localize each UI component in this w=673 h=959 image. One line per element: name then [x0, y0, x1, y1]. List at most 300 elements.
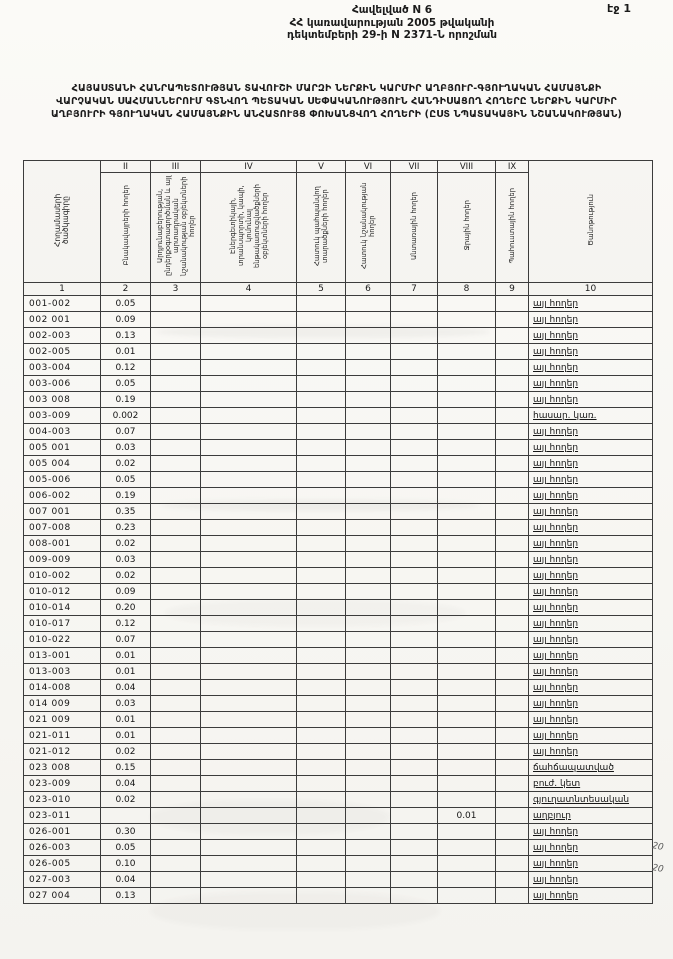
parcel-area-value: 0.05	[101, 296, 151, 312]
parcel-code: 014 009	[24, 696, 101, 712]
parcel-area-value	[346, 808, 391, 824]
parcel-area-value: 0.02	[101, 792, 151, 808]
parcel-area-value	[438, 600, 496, 616]
header-industrial-lands: Արդյունաբերության, ընդերքօգտագործման և այլ արտադրական նշանակության օբյեկտների հողեր	[151, 173, 201, 283]
parcel-area-value	[438, 584, 496, 600]
parcel-area-value	[346, 456, 391, 472]
parcel-row	[24, 792, 653, 808]
parcel-area-value	[496, 648, 529, 664]
parcel-area-value	[201, 632, 297, 648]
parcel-area-value	[438, 488, 496, 504]
parcel-area-value	[496, 296, 529, 312]
parcel-area-value	[346, 792, 391, 808]
parcel-area-value	[297, 296, 346, 312]
parcel-area-value	[346, 328, 391, 344]
roman-III: III	[151, 161, 201, 173]
parcel-area-value	[438, 648, 496, 664]
parcel-code: 021 009	[24, 712, 101, 728]
parcel-area-value	[438, 856, 496, 872]
parcel-area-value	[201, 776, 297, 792]
col-num-10: 10	[529, 283, 653, 296]
parcel-area-value	[101, 808, 151, 824]
parcel-note: այլ հողեր	[529, 328, 653, 344]
parcel-note: այլ հողեր	[529, 744, 653, 760]
parcel-note: այլ հողեր	[529, 296, 653, 312]
column-number-row	[24, 283, 653, 296]
parcel-area-value: 0.01	[101, 648, 151, 664]
parcel-area-value	[151, 456, 201, 472]
parcel-note: այլ հողեր	[529, 376, 653, 392]
parcel-area-value	[297, 872, 346, 888]
parcel-area-value	[151, 520, 201, 536]
parcel-row	[24, 504, 653, 520]
parcel-area-value	[438, 824, 496, 840]
parcel-area-value	[151, 472, 201, 488]
parcel-area-value	[201, 888, 297, 904]
parcel-row	[24, 648, 653, 664]
parcel-code: 007 001	[24, 504, 101, 520]
parcel-area-value	[438, 840, 496, 856]
parcel-row	[24, 696, 653, 712]
parcel-area-value	[496, 360, 529, 376]
parcel-area-value	[496, 840, 529, 856]
parcel-area-value	[151, 360, 201, 376]
parcel-area-value	[297, 488, 346, 504]
parcel-area-value	[496, 408, 529, 424]
parcel-note: այլ հողեր	[529, 856, 653, 872]
parcel-area-value	[496, 312, 529, 328]
parcel-code: 026-001	[24, 824, 101, 840]
parcel-area-value	[496, 488, 529, 504]
parcel-area-value	[151, 504, 201, 520]
col-num-6: 6	[346, 283, 391, 296]
parcel-note: այլ հողեր	[529, 392, 653, 408]
parcel-note: այլ հողեր	[529, 712, 653, 728]
parcel-area-value	[297, 712, 346, 728]
parcel-code: 005 004	[24, 456, 101, 472]
parcel-code: 003-004	[24, 360, 101, 376]
parcel-row	[24, 840, 653, 856]
parcel-area-value	[297, 600, 346, 616]
parcel-note: այլ հողեր	[529, 360, 653, 376]
parcel-note: ճահճապատված	[529, 760, 653, 776]
parcel-area-value	[297, 728, 346, 744]
parcel-note: այլ հողեր	[529, 600, 653, 616]
parcel-row	[24, 872, 653, 888]
parcel-note: այլ հողեր	[529, 344, 653, 360]
parcel-code: 010-002	[24, 568, 101, 584]
parcel-area-value	[201, 712, 297, 728]
parcel-area-value	[438, 664, 496, 680]
parcel-code: 014-008	[24, 680, 101, 696]
parcel-area-value: 0.04	[101, 776, 151, 792]
parcel-note: այլ հողեր	[529, 488, 653, 504]
parcel-row	[24, 856, 653, 872]
parcel-area-value	[391, 568, 438, 584]
land-parcels-table	[23, 160, 653, 904]
parcel-note: այլ հողեր	[529, 536, 653, 552]
parcel-area-value	[151, 344, 201, 360]
parcel-area-value	[346, 664, 391, 680]
parcel-code: 003 008	[24, 392, 101, 408]
parcel-area-value	[391, 744, 438, 760]
parcel-area-value	[201, 872, 297, 888]
parcel-code: 008-001	[24, 536, 101, 552]
parcel-area-value	[391, 536, 438, 552]
parcel-note: այլ հողեր	[529, 584, 653, 600]
parcel-area-value	[201, 584, 297, 600]
parcel-code: 001-002	[24, 296, 101, 312]
parcel-code: 027 004	[24, 888, 101, 904]
parcel-area-value	[438, 776, 496, 792]
parcel-area-value	[391, 776, 438, 792]
parcel-area-value	[297, 616, 346, 632]
parcel-row	[24, 568, 653, 584]
parcel-area-value	[201, 808, 297, 824]
parcel-area-value	[297, 584, 346, 600]
parcel-area-value	[201, 696, 297, 712]
parcel-area-value: 0.09	[101, 312, 151, 328]
roman-IX: IX	[496, 161, 529, 173]
parcel-area-value	[391, 840, 438, 856]
parcel-area-value	[438, 552, 496, 568]
parcel-area-value	[201, 536, 297, 552]
parcel-area-value	[391, 760, 438, 776]
parcel-area-value	[391, 344, 438, 360]
parcel-row	[24, 808, 653, 824]
parcel-area-value	[438, 616, 496, 632]
parcel-area-value	[391, 504, 438, 520]
parcel-note: այլ հողեր	[529, 504, 653, 520]
parcel-row	[24, 344, 653, 360]
parcel-note: այլ հողեր	[529, 680, 653, 696]
parcel-note: այլ հողեր	[529, 872, 653, 888]
parcel-area-value	[438, 456, 496, 472]
parcel-area-value	[346, 856, 391, 872]
parcel-area-value	[438, 792, 496, 808]
parcel-area-value	[151, 728, 201, 744]
parcel-area-value	[151, 552, 201, 568]
annex-line-3: դեկտեմբերի 29-ի N 2371-Ն որոշման	[286, 29, 498, 41]
parcel-area-value: 0.03	[101, 440, 151, 456]
parcel-area-value: 0.02	[101, 568, 151, 584]
parcel-area-value	[297, 792, 346, 808]
parcel-code: 013-003	[24, 664, 101, 680]
parcel-area-value	[438, 536, 496, 552]
parcel-area-value	[201, 616, 297, 632]
parcel-area-value	[391, 872, 438, 888]
parcel-area-value	[391, 792, 438, 808]
header-protected-areas-lands: Հատուկ պահպանվող տարածքների հողեր	[297, 173, 346, 283]
header-water-lands: Ջրային հողեր	[438, 173, 496, 283]
parcel-row	[24, 408, 653, 424]
parcel-area-value	[297, 568, 346, 584]
parcel-area-value	[496, 696, 529, 712]
parcel-area-value	[151, 712, 201, 728]
parcel-area-value	[297, 312, 346, 328]
header-parcel-code	[24, 161, 101, 283]
parcel-code: 005 001	[24, 440, 101, 456]
parcel-area-value	[496, 664, 529, 680]
parcel-area-value	[297, 520, 346, 536]
parcel-area-value	[391, 632, 438, 648]
parcel-note: այլ հողեր	[529, 520, 653, 536]
parcel-area-value	[438, 680, 496, 696]
parcel-row	[24, 552, 653, 568]
parcel-area-value	[151, 872, 201, 888]
parcel-code: 023-010	[24, 792, 101, 808]
parcel-area-value	[297, 392, 346, 408]
parcel-area-value: 0.02	[101, 536, 151, 552]
parcel-area-value	[151, 296, 201, 312]
parcel-note: այլ հողեր	[529, 696, 653, 712]
parcel-area-value	[438, 472, 496, 488]
parcel-area-value	[496, 600, 529, 616]
parcel-area-value	[201, 456, 297, 472]
parcel-area-value	[496, 552, 529, 568]
parcel-area-value	[151, 808, 201, 824]
parcel-area-value	[346, 776, 391, 792]
parcel-area-value	[391, 888, 438, 904]
parcel-area-value	[151, 392, 201, 408]
parcel-code: 023 008	[24, 760, 101, 776]
parcel-area-value	[391, 520, 438, 536]
parcel-note: այլ հողեր	[529, 440, 653, 456]
parcel-area-value	[391, 648, 438, 664]
parcel-row	[24, 728, 653, 744]
parcel-area-value	[151, 488, 201, 504]
table-body	[24, 296, 653, 904]
parcel-area-value: 0.12	[101, 360, 151, 376]
col-num-7: 7	[391, 283, 438, 296]
parcel-area-value	[391, 328, 438, 344]
parcel-area-value	[391, 440, 438, 456]
parcel-area-value	[391, 584, 438, 600]
parcel-area-value	[346, 840, 391, 856]
parcel-area-value: 0.02	[101, 456, 151, 472]
parcel-area-value: 0.09	[101, 584, 151, 600]
parcel-area-value: 0.13	[101, 888, 151, 904]
parcel-area-value	[496, 872, 529, 888]
roman-IV: IV	[201, 161, 297, 173]
parcel-area-value	[391, 296, 438, 312]
parcel-area-value: 0.13	[101, 328, 151, 344]
parcel-area-value	[151, 824, 201, 840]
parcel-row	[24, 456, 653, 472]
parcel-note: այլ հողեր	[529, 664, 653, 680]
header-forest-lands: Անտառային հողեր	[391, 173, 438, 283]
parcel-area-value	[346, 632, 391, 648]
parcel-area-value	[151, 856, 201, 872]
parcel-area-value	[201, 328, 297, 344]
parcel-area-value: 0.01	[101, 728, 151, 744]
parcel-code: 009-009	[24, 552, 101, 568]
parcel-code: 004-003	[24, 424, 101, 440]
parcel-area-value	[496, 536, 529, 552]
parcel-area-value	[297, 424, 346, 440]
parcel-area-value	[151, 408, 201, 424]
parcel-area-value	[151, 648, 201, 664]
parcel-area-value: 0.01	[101, 344, 151, 360]
parcel-row	[24, 472, 653, 488]
parcel-code: 003-009	[24, 408, 101, 424]
parcel-note: այլ հողեր	[529, 648, 653, 664]
col-num-8: 8	[438, 283, 496, 296]
parcel-code: 010-017	[24, 616, 101, 632]
parcel-area-value	[496, 680, 529, 696]
header-notes	[529, 161, 653, 283]
parcel-area-value	[496, 440, 529, 456]
parcel-note: բուժ. կետ	[529, 776, 653, 792]
parcel-note: աղբյուր	[529, 808, 653, 824]
parcel-area-value	[151, 680, 201, 696]
parcel-area-value	[391, 728, 438, 744]
parcel-area-value	[496, 792, 529, 808]
parcel-area-value	[346, 888, 391, 904]
parcel-area-value	[297, 552, 346, 568]
parcel-area-value	[201, 824, 297, 840]
col-num-4: 4	[201, 283, 297, 296]
parcel-code: 002 001	[24, 312, 101, 328]
parcel-area-value	[297, 760, 346, 776]
parcel-area-value	[297, 776, 346, 792]
parcel-area-value	[346, 760, 391, 776]
parcel-area-value	[391, 392, 438, 408]
parcel-note: այլ հողեր	[529, 456, 653, 472]
parcel-area-value	[297, 328, 346, 344]
parcel-area-value	[346, 344, 391, 360]
parcel-area-value	[496, 520, 529, 536]
parcel-area-value	[438, 520, 496, 536]
parcel-area-value: 0.002	[101, 408, 151, 424]
parcel-code: 002-005	[24, 344, 101, 360]
parcel-area-value	[346, 600, 391, 616]
parcel-row	[24, 632, 653, 648]
parcel-area-value	[346, 568, 391, 584]
parcel-area-value	[496, 424, 529, 440]
parcel-area-value	[391, 408, 438, 424]
parcel-area-value	[438, 328, 496, 344]
parcel-area-value	[151, 888, 201, 904]
parcel-row	[24, 536, 653, 552]
parcel-area-value	[151, 568, 201, 584]
parcel-note: այլ հողեր	[529, 888, 653, 904]
header-special-purpose-lands: Հատուկ նշանակության հողեր	[346, 173, 391, 283]
parcel-row	[24, 744, 653, 760]
parcel-area-value	[297, 344, 346, 360]
parcel-area-value	[151, 840, 201, 856]
parcel-area-value	[438, 504, 496, 520]
parcel-area-value	[297, 856, 346, 872]
parcel-row	[24, 616, 653, 632]
parcel-row	[24, 296, 653, 312]
parcel-area-value	[297, 680, 346, 696]
parcel-row	[24, 824, 653, 840]
parcel-area-value	[391, 424, 438, 440]
parcel-area-value	[297, 888, 346, 904]
parcel-row	[24, 664, 653, 680]
col-num-1: 1	[24, 283, 101, 296]
roman-numeral-row	[24, 161, 653, 173]
parcel-row	[24, 328, 653, 344]
parcel-code: 021-011	[24, 728, 101, 744]
parcel-area-value	[151, 328, 201, 344]
header-parcel-code-label: Հողամասերի ծածկագիրը	[53, 193, 70, 247]
parcel-area-value	[496, 728, 529, 744]
parcel-row	[24, 760, 653, 776]
parcel-area-value	[496, 584, 529, 600]
parcel-area-value	[201, 552, 297, 568]
parcel-note: այլ հողեր	[529, 632, 653, 648]
parcel-area-value: 0.01	[438, 808, 496, 824]
parcel-note: այլ հողեր	[529, 824, 653, 840]
parcel-area-value	[346, 520, 391, 536]
parcel-area-value	[346, 616, 391, 632]
parcel-area-value: 0.07	[101, 424, 151, 440]
parcel-area-value	[346, 424, 391, 440]
parcel-area-value	[151, 632, 201, 648]
parcel-area-value	[438, 408, 496, 424]
parcel-area-value	[438, 872, 496, 888]
parcel-area-value	[438, 568, 496, 584]
parcel-code: 026-003	[24, 840, 101, 856]
parcel-area-value	[391, 456, 438, 472]
parcel-area-value	[496, 504, 529, 520]
parcel-area-value	[496, 472, 529, 488]
parcel-area-value	[496, 456, 529, 472]
parcel-area-value	[201, 568, 297, 584]
parcel-row	[24, 424, 653, 440]
parcel-area-value	[201, 296, 297, 312]
parcel-code: 002-003	[24, 328, 101, 344]
parcel-area-value	[346, 440, 391, 456]
parcel-area-value	[297, 376, 346, 392]
parcel-area-value	[346, 536, 391, 552]
header-settlement-lands: Բնակավայրերի հողեր	[101, 173, 151, 283]
parcel-area-value	[297, 696, 346, 712]
parcel-area-value	[201, 728, 297, 744]
parcel-area-value	[438, 424, 496, 440]
col-num-2: 2	[101, 283, 151, 296]
parcel-area-value	[346, 696, 391, 712]
parcel-area-value	[496, 744, 529, 760]
parcel-area-value	[346, 712, 391, 728]
parcel-area-value	[391, 856, 438, 872]
parcel-area-value	[201, 360, 297, 376]
parcel-note: գյուղատնտեսական	[529, 792, 653, 808]
parcel-area-value	[297, 472, 346, 488]
parcel-area-value	[438, 296, 496, 312]
parcel-row	[24, 440, 653, 456]
parcel-area-value	[391, 680, 438, 696]
parcel-area-value	[496, 712, 529, 728]
parcel-note: այլ հողեր	[529, 568, 653, 584]
parcel-area-value: 0.15	[101, 760, 151, 776]
parcel-area-value	[438, 392, 496, 408]
parcel-code: 021-012	[24, 744, 101, 760]
parcel-area-value: 0.05	[101, 472, 151, 488]
parcel-area-value	[391, 552, 438, 568]
parcel-area-value	[297, 664, 346, 680]
parcel-code: 010-014	[24, 600, 101, 616]
parcel-area-value	[201, 856, 297, 872]
handwritten-margin-mark: 20	[651, 841, 665, 853]
parcel-code: 010-012	[24, 584, 101, 600]
parcel-area-value	[346, 872, 391, 888]
parcel-area-value	[438, 744, 496, 760]
parcel-area-value	[201, 312, 297, 328]
parcel-area-value	[346, 376, 391, 392]
